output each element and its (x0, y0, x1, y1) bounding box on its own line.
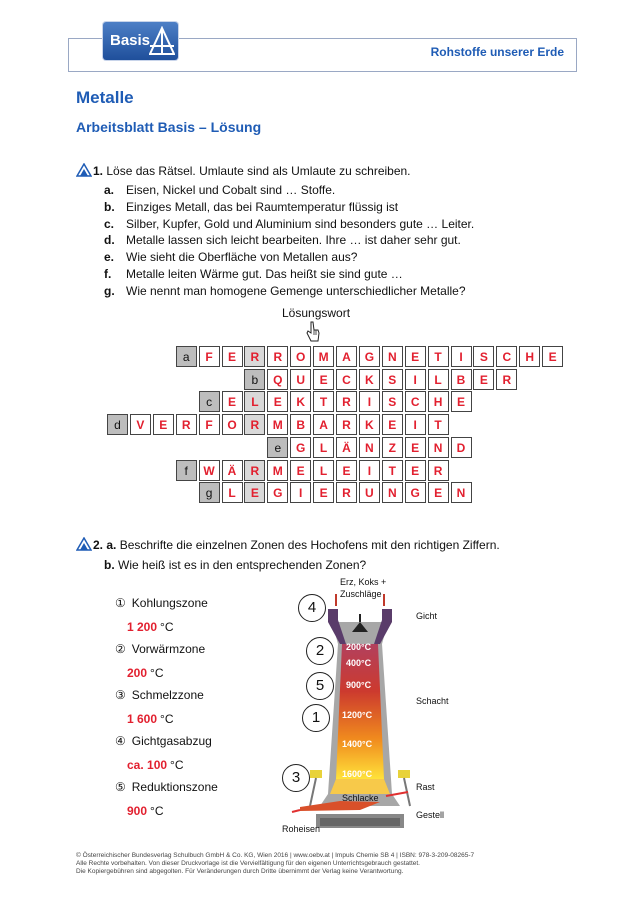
task1-text: Löse das Rätsel. Umlaute sind als Umlaute zu schreiben. (106, 164, 411, 178)
crossword-cell: V (130, 414, 151, 435)
question-text: Silber, Kupfer, Gold und Aluminium sind besonders gute … Leiter. (126, 216, 475, 231)
zone-temp-unit: °C (160, 620, 174, 634)
crossword-cell: S (382, 391, 403, 412)
crossword-cell: T (313, 391, 334, 412)
zone-name (115, 780, 218, 794)
crossword-cell: L (428, 369, 449, 390)
zone-temp (127, 758, 184, 772)
crossword-cell: N (451, 482, 472, 503)
crossword-cell: D (451, 437, 472, 458)
task2-b-label: b. (104, 558, 115, 572)
crossword-cell: Z (382, 437, 403, 458)
question-letter: b. (104, 199, 115, 214)
zone-temp-value: 200 (127, 666, 148, 680)
crossword-cell: R (496, 369, 517, 390)
question-text: Einziges Metall, das bei Raumtemperatur flüssig ist (126, 199, 399, 214)
topic-title: Rohstoffe unserer Erde (430, 45, 564, 59)
furnace-temp: 400°C (346, 658, 372, 668)
question-text: Metalle lassen sich leicht bearbeiten. Ihre … ist daher sehr gut. (126, 233, 461, 248)
row-label: f (176, 460, 197, 481)
crossword-cell: R (336, 482, 357, 503)
furnace-temp: 1200°C (342, 710, 373, 720)
crossword-cell: B (290, 414, 311, 435)
crossword-cell: O (290, 346, 311, 367)
crossword-cell: N (382, 482, 403, 503)
question-letter: d. (104, 233, 115, 248)
furnace-temp: 1400°C (342, 739, 373, 749)
zone-symbol: ④ (115, 734, 126, 748)
furnace-temp: 900°C (346, 680, 372, 690)
crossword-cell: Q (267, 369, 288, 390)
crossword-cell: R (176, 414, 197, 435)
furnace-part-label: Rast (416, 782, 435, 792)
row-label: a (176, 346, 197, 367)
crossword-cell: O (222, 414, 243, 435)
footer-line-2: Alle Rechte vorbehalten. Von dieser Druckvorlage ist die Vervielfältigung für den eigenen Unterrichtsgebrauch gestattet. (76, 860, 420, 867)
answer-number: 3 (291, 769, 301, 786)
task2-text-a: Beschrifte die einzelnen Zonen des Hochofens mit den richtigen Ziffern. (119, 538, 500, 552)
crossword-cell: F (199, 346, 220, 367)
crossword-cell: E (405, 437, 426, 458)
question-text: Wie sieht die Oberfläche von Metallen aus? (126, 250, 358, 265)
crossword-cell: M (267, 414, 288, 435)
furnace-part-label: Gestell (416, 810, 445, 820)
footer-line-1: © Österreichischer Bundesverlag Schulbuch GmbH & Co. KG, Wien 2016 | www.oebv.at | Impuls Chemie SB 4 | ISBN: 978-3-209-08265-7 (76, 852, 475, 859)
crossword-cell: E (313, 482, 334, 503)
difficulty-icon-2 (76, 537, 92, 551)
zone-temp (127, 666, 164, 680)
zone-label: Gichtgasabzug (131, 734, 212, 748)
crossword-cell: A (313, 414, 334, 435)
zone-name (115, 642, 205, 656)
logo-text: Basis (110, 32, 151, 49)
crossword-cell: N (359, 437, 380, 458)
crossword-cell: Ä (336, 437, 357, 458)
task1-number: 1. (93, 164, 104, 178)
furnace-temp: 1600°C (342, 769, 373, 779)
crossword-cell: E (473, 369, 494, 390)
crossword-cell: R (244, 346, 265, 367)
crossword-cell: S (382, 369, 403, 390)
zone-temp (127, 804, 164, 818)
crossword-cell: L (222, 482, 243, 503)
crossword-cell: E (542, 346, 563, 367)
crossword-cell: L (244, 391, 265, 412)
page-subtitle: Arbeitsblatt Basis – Lösung (76, 119, 262, 135)
zone-list (115, 596, 285, 826)
crossword-cell: B (451, 369, 472, 390)
crossword-cell: N (428, 437, 449, 458)
crossword-cell: U (290, 369, 311, 390)
zone-symbol: ⑤ (115, 780, 126, 794)
row-label: e (267, 437, 288, 458)
crossword-cell: R (244, 460, 265, 481)
zone-name (115, 688, 204, 702)
zone-temp (127, 712, 174, 726)
crossword-cell: U (359, 482, 380, 503)
question-letter: f. (104, 267, 112, 281)
crossword-cell: E (222, 346, 243, 367)
crossword-cell: E (153, 414, 174, 435)
zone-symbol: ② (115, 642, 126, 656)
row-label: d (107, 414, 128, 435)
crossword-cell: E (290, 460, 311, 481)
crossword-cell: R (428, 460, 449, 481)
crossword-cell: G (359, 346, 380, 367)
answer-number: 4 (307, 599, 317, 616)
zone-symbol: ③ (115, 688, 126, 702)
row-label: b (244, 369, 265, 390)
crossword-cell: T (428, 414, 449, 435)
crossword-cell: E (244, 482, 265, 503)
crossword-cell: H (519, 346, 540, 367)
crossword-cell: E (405, 346, 426, 367)
crossword-cell: M (313, 346, 334, 367)
crossword-cell: E (267, 391, 288, 412)
task1-questions (104, 183, 544, 303)
answer-number: 2 (315, 642, 325, 659)
zone-name (115, 596, 208, 610)
crossword-cell: K (359, 414, 380, 435)
zone-temp-unit: °C (150, 804, 164, 818)
iron-label: Roheisen (282, 824, 321, 834)
answer-number: 5 (315, 677, 325, 694)
crossword-cell: I (405, 369, 426, 390)
zone-temp-unit: °C (160, 712, 174, 726)
crossword-cell: E (336, 460, 357, 481)
task2-number: 2. a. (93, 538, 117, 552)
question-text: Metalle leiten Wärme gut. Das heißt sie sind gute … (126, 267, 403, 281)
question-letter: e. (104, 250, 115, 265)
zone-label: Vorwärmzone (131, 642, 206, 656)
furnace-part-label: Schacht (416, 696, 449, 706)
zone-temp-value: ca. 100 (127, 758, 168, 772)
crossword-cell: R (267, 346, 288, 367)
crossword-cell: I (405, 414, 426, 435)
zone-temp-unit: °C (170, 758, 184, 772)
zone-name (115, 734, 212, 748)
logo-triangle-icon (149, 26, 175, 56)
row-label: g (199, 482, 220, 503)
zone-symbol: ① (115, 596, 126, 610)
answer-number: 1 (311, 709, 321, 726)
crossword-cell: E (382, 414, 403, 435)
crossword-cell: G (267, 482, 288, 503)
zone-label: Kohlungszone (131, 596, 208, 610)
question-text: Wie nennt man homogene Gemenge unterschiedlicher Metalle? (126, 283, 466, 298)
solution-label: Lösungswort (282, 306, 351, 320)
row-label: c (199, 391, 220, 412)
slag-label: Schlacke (342, 793, 379, 803)
zone-temp-value: 1 600 (127, 712, 158, 726)
pointing-hand-icon (305, 321, 321, 343)
crossword-cell: E (222, 391, 243, 412)
crossword-cell: I (290, 482, 311, 503)
crossword-cell: C (496, 346, 517, 367)
crossword-cell: M (267, 460, 288, 481)
question-text: Eisen, Nickel und Cobalt sind … Stoffe. (126, 183, 336, 197)
furnace-input-label-2: Zuschläge (340, 589, 382, 599)
furnace-input-label: Erz, Koks + (340, 577, 387, 587)
crossword-cell: T (428, 346, 449, 367)
blast-furnace-diagram (280, 574, 460, 838)
basis-logo (103, 22, 178, 60)
crossword-cell: A (336, 346, 357, 367)
crossword-cell: W (199, 460, 220, 481)
zone-temp-value: 900 (127, 804, 148, 818)
crossword-cell: H (428, 391, 449, 412)
footer (76, 852, 474, 876)
crossword-cell: S (473, 346, 494, 367)
crossword-cell: F (199, 414, 220, 435)
crossword-cell: R (336, 414, 357, 435)
crossword-cell: I (359, 391, 380, 412)
difficulty-icon (76, 163, 92, 177)
zone-label: Reduktionszone (131, 780, 218, 794)
zone-label: Schmelzzone (131, 688, 204, 702)
crossword-cell: I (359, 460, 380, 481)
furnace-temp: 200°C (346, 642, 372, 652)
task1-heading (93, 164, 411, 178)
task2-b (104, 558, 366, 572)
crossword-cell: G (290, 437, 311, 458)
crossword-cell: K (290, 391, 311, 412)
zone-temp-unit: °C (150, 666, 164, 680)
crossword-cell: R (336, 391, 357, 412)
crossword-cell: R (244, 414, 265, 435)
zone-temp (127, 620, 174, 634)
task2-heading (93, 538, 500, 552)
crossword-cell: Ä (222, 460, 243, 481)
crossword-cell: L (313, 437, 334, 458)
crossword-cell: E (451, 391, 472, 412)
footer-line-3: Die Kopiergebühren sind abgegolten. Für Veränderungen durch Dritte übernimmt der Verlag keine Verantwortung. (76, 868, 404, 875)
crossword-cell: C (336, 369, 357, 390)
crossword-cell: G (405, 482, 426, 503)
zone-temp-value: 1 200 (127, 620, 158, 634)
crossword-cell: L (313, 460, 334, 481)
page-title: Metalle (76, 88, 134, 107)
question-letter: c. (104, 216, 115, 231)
crossword-cell: E (428, 482, 449, 503)
question-letter: g. (104, 283, 115, 298)
question-letter: a. (104, 183, 115, 197)
furnace-part-label: Gicht (416, 611, 438, 621)
crossword-cell: T (382, 460, 403, 481)
crossword-cell: C (405, 391, 426, 412)
crossword-cell: I (451, 346, 472, 367)
crossword-cell: N (382, 346, 403, 367)
crossword-cell: E (313, 369, 334, 390)
crossword-cell: K (359, 369, 380, 390)
task2-text-b: Wie heiß ist es in den entsprechenden Zonen? (118, 558, 367, 572)
crossword-cell: E (405, 460, 426, 481)
